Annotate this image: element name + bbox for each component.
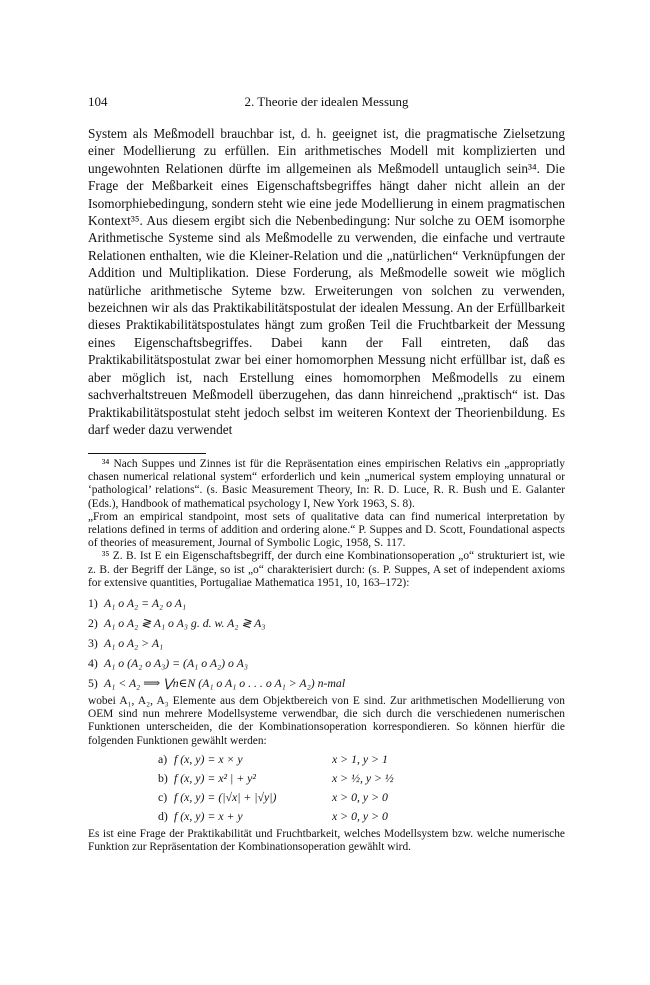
- function-c: c) f (x, y) = (|√x| + |√y|) x > 0, y > 0: [158, 789, 388, 804]
- footnote-35-continuation: wobei A₁, A₂, A₃ Elemente aus dem Objektbereich von E sind. Zur arithmetischen Modellierung von OEM sind nun mehrere Modellsysteme verwendbar, die sich durch die verschiedenen numerischen Funktionen unterscheiden, die der Kombinationsoperation korrespondieren. So können hierfür die folgenden Funktionen gewählt werden:: [88, 695, 565, 747]
- axiom-list: [88, 593, 565, 693]
- function-list: [88, 750, 565, 826]
- axiom-4: 4) A₁ o (A₂ o A₃) = (A₁ o A₂) o A₃: [88, 656, 248, 671]
- axiom-5: 5) A₁ < A₂ ⟹ ⋁n∈N (A₁ o A₁ o . . . o A₁ > A₂) n-mal: [88, 676, 346, 691]
- footnote-rule: [88, 453, 206, 454]
- body-paragraph: System als Meßmodell brauchbar ist, d. h. geeignet ist, die pragmatische Zielsetzung einer Modellierung zu erfüllen. Ein arithmetisches Modell mit komplizierten und ungewohnten Relationen dürfte im allgemeinen als Meßmodell untauglich sein³⁴. Die Frage der Meßbarkeit eines Eigenschaftsbegriffes hängt daher nicht allein an der Isomorphiebedingung, sondern steht wie eine jede Modellierung in einem pragmatischen Kontext³⁵. Aus diesem ergibt sich die Nebenbedingung: Nur solche zu OEM isomorphe Arithmetische Systeme sind als Meßmodelle zu verwenden, die einfache und vertraute Relationen enthalten, wie die Kleiner-Relation und die „natürlichen“ Verknüpfungen der Addition und Multiplikation. Diese Forderung, als Meßmodelle soweit wie möglich natürliche arithmetische Syteme bzw. Erweiterungen von solchen zu verwenden, bezeichnen wir als das Praktikabilitätspostulat der idealen Messung. An der Erfüllbarkeit dieses Praktikabilitätspostulates hängt zum großen Teil die Fruchtbarkeit der Messung eines Eigenschaftsbegriffes. Dabei kann der Fall eintreten, daß das Praktikabilitätspostulat zwar bei einer homomorphen Messung nicht erfüllbar ist, daß es aber möglich ist, nach Erstellung eines homomorphen Meßmodells zu einem sachverhaltstreuen Meßmodell überzugehen, das dann hinreichend „praktisch“ ist. Das Praktikabilitätspostulat steht jedoch selbst im weiteren Kontext der Theorienbildung. Es darf weder dazu verwendet: [88, 126, 565, 437]
- axiom-3: 3) A₁ o A₂ > A₁: [88, 636, 164, 651]
- function-d: d) f (x, y) = x + y x > 0, y > 0: [158, 808, 388, 823]
- footnote-35-closing: Es ist eine Frage der Praktikabilität und Fruchtbarkeit, welches Modellsystem bzw. welche numerische Funktion zur Repräsentation der Kombinationsoperation gewählt wird.: [88, 827, 565, 854]
- footnotes: [88, 458, 565, 854]
- axiom-2: 2) A₁ o A₂ ≷ A₁ o A₃ g. d. w. A₂ ≷ A₃: [88, 616, 266, 631]
- axiom-1: 1) A₁ o A₂ = A₂ o A₁: [88, 596, 187, 611]
- page-number: 104: [88, 94, 108, 109]
- main-text: [88, 125, 565, 438]
- function-b: b) f (x, y) = x² | + y² x > ½, y > ½: [158, 770, 394, 785]
- running-title: 2. Theorie der idealen Messung: [244, 94, 409, 109]
- footnote-34-quote: „From an empirical standpoint, most sets of qualitative data can find numerical interpretation by relations defined in terms of addition and ordering alone.“ P. Suppes and D. Scott, Foundational aspects of theories of measurement, Journal of Symbolic Logic, 1958, S. 117.: [88, 510, 565, 550]
- footnote-35: ³⁵ Z. B. Ist E ein Eigenschaftsbegriff, der durch eine Kombinationsoperation „o“ strukturiert ist, wie z. B. der Begriff der Länge, so ist „o“ charakterisiert durch: (s. P. Suppes, A set of independent axioms for extensive quantities, Portugaliae Mathematica 1951, 10, 163–172):: [88, 550, 565, 589]
- page-header: [88, 94, 565, 112]
- function-a: a) f (x, y) = x × y x > 1, y > 1: [158, 751, 388, 766]
- footnote-34: ³⁴ Nach Suppes und Zinnes ist für die Repräsentation eines empirischen Relativs ein „appropriatly chasen numerical relational system“ erforderlich und kein „numerical system employing unnatural or ‘pathological’ relations“. (s. Basic Measurement Theory, In: R. D. Luce, R. R. Bush und E. Galanter (Eds.), Handbook of mathematical psychology I, New York 1963, S. 8).: [88, 458, 565, 510]
